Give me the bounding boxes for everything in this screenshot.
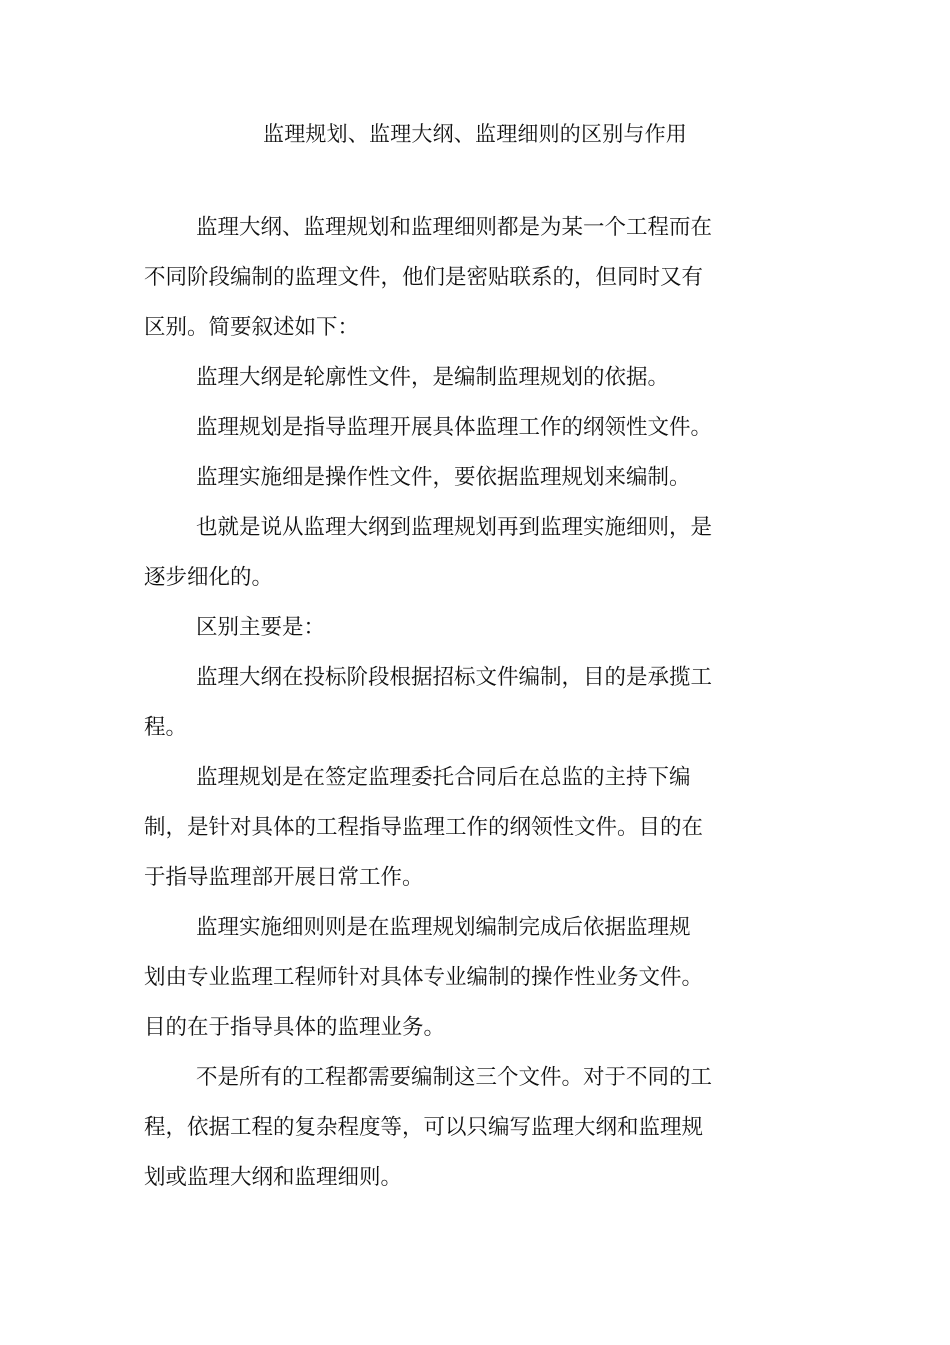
paragraph-line: 也就是说从监理大纲到监理规划再到监理实施细则，是 <box>196 515 713 540</box>
paragraph-outline-definition <box>144 353 744 403</box>
paragraph-line: 监理规划是指导监理开展具体监理工作的纲领性文件。 <box>196 415 713 440</box>
paragraph-line: 不是所有的工程都需要编制这三个文件。对于不同的工 <box>196 1065 713 1090</box>
paragraph-detail-purpose <box>144 903 744 1053</box>
paragraph-line: 制，是针对具体的工程指导监理工作的纲领性文件。目的在 <box>144 815 704 840</box>
paragraph-line: 于指导监理部开展日常工作。 <box>144 865 424 890</box>
document-title: 监理规划、监理大纲、监理细则的区别与作用 <box>263 122 687 146</box>
paragraph-line: 监理大纲是轮廓性文件，是编制监理规划的依据。 <box>196 365 670 390</box>
paragraph-line: 监理实施细则则是在监理规划编制完成后依据监理规 <box>196 915 691 940</box>
paragraph-line: 区别主要是： <box>196 615 326 640</box>
document-body <box>144 203 744 1203</box>
paragraph-line: 监理大纲、监理规划和监理细则都是为某一个工程而在 <box>196 215 713 240</box>
paragraph-line: 监理规划是在签定监理委托合同后在总监的主持下编 <box>196 765 691 790</box>
paragraph-outline-purpose <box>144 653 744 753</box>
paragraph-refinement <box>144 503 744 603</box>
paragraph-line: 划或监理大纲和监理细则。 <box>144 1165 403 1190</box>
paragraph-intro <box>144 203 744 353</box>
paragraph-line: 监理大纲在投标阶段根据招标文件编制，目的是承揽工 <box>196 665 713 690</box>
paragraph-line: 监理实施细是操作性文件，要依据监理规划来编制。 <box>196 465 691 490</box>
paragraph-differences-heading <box>144 603 744 653</box>
paragraph-line: 逐步细化的。 <box>144 565 274 590</box>
paragraph-line: 不同阶段编制的监理文件，他们是密贴联系的，但同时又有 <box>144 265 704 290</box>
paragraph-detail-definition <box>144 453 744 503</box>
paragraph-line: 划由专业监理工程师针对具体专业编制的操作性业务文件。 <box>144 965 704 990</box>
paragraph-conclusion <box>144 1053 744 1203</box>
paragraph-line: 程。 <box>144 715 188 740</box>
paragraph-plan-purpose <box>144 753 744 903</box>
paragraph-plan-definition <box>144 403 744 453</box>
paragraph-line: 区别。简要叙述如下： <box>144 315 360 340</box>
paragraph-line: 目的在于指导具体的监理业务。 <box>144 1015 446 1040</box>
paragraph-line: 程，依据工程的复杂程度等，可以只编写监理大纲和监理规 <box>144 1115 704 1140</box>
